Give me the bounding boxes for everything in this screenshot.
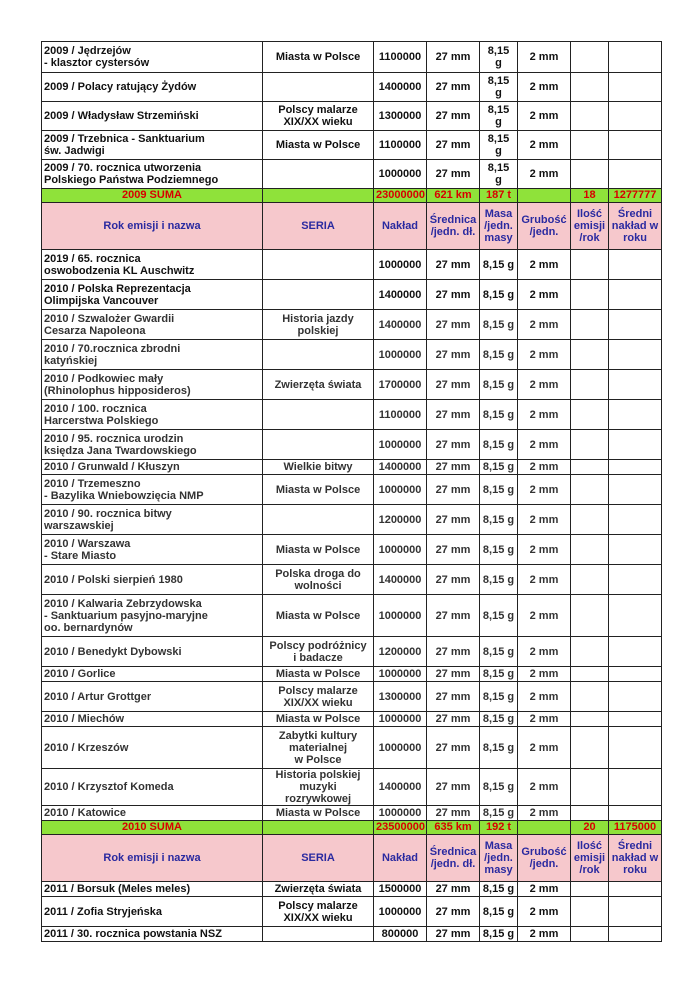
coin-name: 2010 / Artur Grottger [42,682,263,712]
coin-name: 2010 / Kalwaria Zebrzydowska - Sanktuarium pasyjno-maryjne oo. bernardynów [42,595,263,637]
issues-count-cell [571,505,609,535]
average-mintage-cell [609,430,662,460]
issues-count-cell [571,637,609,667]
thickness-cell: 2 mm [518,460,571,475]
thickness-cell: 2 mm [518,682,571,712]
header-name: Rok emisji i nazwa [42,203,263,250]
thickness-cell: 2 mm [518,400,571,430]
thickness-cell: 2 mm [518,806,571,821]
coin-name: 2011 / Borsuk (Meles meles) [42,882,263,897]
issues-count-cell [571,882,609,897]
average-mintage-cell [609,131,662,160]
mintage-cell: 800000 [374,927,427,942]
coin-name: 2010 / Grunwald / Kłuszyn [42,460,263,475]
mintage-cell: 1100000 [374,131,427,160]
mintage-cell: 1100000 [374,400,427,430]
series-cell: Polscy podróżnicy i badacze [263,637,374,667]
table-row [42,310,662,340]
average-mintage-cell [609,42,662,73]
coin-name: 2010 / Benedykt Dybowski [42,637,263,667]
header-average: Średni nakład w roku [609,203,662,250]
diameter-cell: 27 mm [427,42,480,73]
average-mintage-cell [609,475,662,505]
issues-count-cell [571,682,609,712]
diameter-cell: 27 mm [427,505,480,535]
diameter-cell: 27 mm [427,897,480,927]
table-row [42,882,662,897]
header-series: SERIA [263,203,374,250]
mass-cell: 8,15 g [480,340,518,370]
average-mintage-cell [609,370,662,400]
mintage-cell: 1000000 [374,430,427,460]
coin-name: 2009 / Trzebnica - Sanktuarium św. Jadwigi [42,131,263,160]
series-cell: Miasta w Polsce [263,535,374,565]
mass-cell: 8,15 g [480,42,518,73]
header-thickness: Grubość /jedn. [518,203,571,250]
issues-count-cell [571,565,609,595]
issues-count-cell [571,927,609,942]
diameter-cell: 27 mm [427,637,480,667]
summary-mass: 187 t [480,189,518,203]
diameter-cell: 27 mm [427,102,480,131]
summary-average: 1175000 [609,821,662,835]
issues-count-cell [571,430,609,460]
mintage-cell: 1000000 [374,475,427,505]
coin-name: 2019 / 65. rocznica oswobodzenia KL Auschwitz [42,250,263,280]
thickness-cell: 2 mm [518,42,571,73]
diameter-cell: 27 mm [427,882,480,897]
diameter-cell: 27 mm [427,595,480,637]
header-issues: Ilość emisji /rok [571,835,609,882]
diameter-cell: 27 mm [427,430,480,460]
header-thickness: Grubość /jedn. [518,835,571,882]
diameter-cell: 27 mm [427,535,480,565]
header-series: SERIA [263,835,374,882]
mass-cell: 8,15 g [480,882,518,897]
mass-cell: 8,15 g [480,131,518,160]
issues-count-cell [571,310,609,340]
mintage-cell: 1000000 [374,340,427,370]
column-header-row [42,835,662,882]
mass-cell: 8,15 g [480,370,518,400]
mass-cell: 8,15 g [480,712,518,727]
series-cell: Polscy malarze XIX/XX wieku [263,682,374,712]
issues-count-cell [571,250,609,280]
diameter-cell: 27 mm [427,475,480,505]
series-cell [263,340,374,370]
series-cell: Historia polskiej muzyki rozrywkowej [263,769,374,806]
mintage-cell: 1000000 [374,535,427,565]
mintage-cell: 1300000 [374,682,427,712]
table-row [42,250,662,280]
table-row [42,712,662,727]
average-mintage-cell [609,727,662,769]
average-mintage-cell [609,927,662,942]
table-row [42,160,662,189]
coin-name: 2009 / 70. rocznica utworzenia Polskiego Państwa Podziemnego [42,160,263,189]
diameter-cell: 27 mm [427,727,480,769]
series-cell: Historia jazdy polskiej [263,310,374,340]
thickness-cell: 2 mm [518,769,571,806]
thickness-cell: 2 mm [518,310,571,340]
header-name: Rok emisji i nazwa [42,835,263,882]
mintage-cell: 1000000 [374,897,427,927]
average-mintage-cell [609,505,662,535]
summary-series-empty [263,189,374,203]
mass-cell: 8,15 g [480,535,518,565]
mintage-cell: 1200000 [374,505,427,535]
average-mintage-cell [609,310,662,340]
coin-name: 2009 / Władysław Strzemiński [42,102,263,131]
issues-count-cell [571,769,609,806]
issues-count-cell [571,400,609,430]
table-row [42,280,662,310]
coin-name: 2010 / Gorlice [42,667,263,682]
series-cell: Miasta w Polsce [263,475,374,505]
coin-name: 2010 / Krzeszów [42,727,263,769]
header-mintage: Nakład [374,835,427,882]
coin-name: 2010 / Polski sierpień 1980 [42,565,263,595]
series-cell: Miasta w Polsce [263,595,374,637]
average-mintage-cell [609,535,662,565]
mass-cell: 8,15 g [480,682,518,712]
year-summary-row [42,821,662,835]
coin-name: 2010 / Podkowiec mały (Rhinolophus hipposideros) [42,370,263,400]
series-cell: Zwierzęta świata [263,882,374,897]
average-mintage-cell [609,769,662,806]
thickness-cell: 2 mm [518,727,571,769]
series-cell [263,927,374,942]
table-row [42,505,662,535]
average-mintage-cell [609,595,662,637]
issues-count-cell [571,595,609,637]
diameter-cell: 27 mm [427,280,480,310]
mintage-cell: 1000000 [374,727,427,769]
diameter-cell: 27 mm [427,310,480,340]
summary-label: 2009 SUMA [42,189,263,203]
mass-cell: 8,15 g [480,430,518,460]
thickness-cell: 2 mm [518,250,571,280]
issues-count-cell [571,667,609,682]
thickness-cell: 2 mm [518,712,571,727]
thickness-cell: 2 mm [518,475,571,505]
diameter-cell: 27 mm [427,682,480,712]
diameter-cell: 27 mm [427,667,480,682]
mass-cell: 8,15 g [480,927,518,942]
average-mintage-cell [609,102,662,131]
series-cell: Miasta w Polsce [263,712,374,727]
diameter-cell: 27 mm [427,565,480,595]
diameter-cell: 27 mm [427,340,480,370]
table-row [42,42,662,73]
summary-thickness-empty [518,189,571,203]
summary-mintage: 23500000 [374,821,427,835]
series-cell: Polscy malarze XIX/XX wieku [263,102,374,131]
mass-cell: 8,15 g [480,280,518,310]
thickness-cell: 2 mm [518,102,571,131]
average-mintage-cell [609,682,662,712]
table-row [42,430,662,460]
series-cell: Miasta w Polsce [263,42,374,73]
mintage-cell: 1400000 [374,310,427,340]
mass-cell: 8,15 g [480,565,518,595]
series-cell [263,505,374,535]
average-mintage-cell [609,250,662,280]
series-cell [263,430,374,460]
table-row [42,460,662,475]
diameter-cell: 27 mm [427,400,480,430]
table-row [42,340,662,370]
mass-cell: 8,15 g [480,460,518,475]
issues-count-cell [571,727,609,769]
average-mintage-cell [609,882,662,897]
coin-name: 2010 / Szwalożer Gwardii Cesarza Napoleona [42,310,263,340]
mass-cell: 8,15 g [480,400,518,430]
average-mintage-cell [609,667,662,682]
thickness-cell: 2 mm [518,160,571,189]
coin-name: 2011 / 30. rocznica powstania NSZ [42,927,263,942]
summary-issues-count: 20 [571,821,609,835]
table-row [42,727,662,769]
table-row [42,475,662,505]
mass-cell: 8,15 g [480,250,518,280]
diameter-cell: 27 mm [427,927,480,942]
header-issues: Ilość emisji /rok [571,203,609,250]
diameter-cell: 27 mm [427,160,480,189]
mintage-cell: 1400000 [374,769,427,806]
average-mintage-cell [609,565,662,595]
mass-cell: 8,15 g [480,897,518,927]
summary-issues-count: 18 [571,189,609,203]
issues-count-cell [571,73,609,102]
header-mass: Masa /jedn. masy [480,835,518,882]
coin-table-page [41,41,661,942]
thickness-cell: 2 mm [518,565,571,595]
mass-cell: 8,15 g [480,102,518,131]
average-mintage-cell [609,460,662,475]
mintage-cell: 1400000 [374,565,427,595]
average-mintage-cell [609,637,662,667]
average-mintage-cell [609,400,662,430]
coin-name: 2009 / Polacy ratujący Żydów [42,73,263,102]
series-cell [263,73,374,102]
summary-average: 1277777 [609,189,662,203]
thickness-cell: 2 mm [518,370,571,400]
table-row [42,102,662,131]
thickness-cell: 2 mm [518,430,571,460]
coin-name: 2010 / Trzemeszno - Bazylika Wniebowzięcia NMP [42,475,263,505]
mintage-cell: 1000000 [374,250,427,280]
series-cell: Polscy malarze XIX/XX wieku [263,897,374,927]
coin-name: 2010 / 95. rocznica urodzin księdza Jana Twardowskiego [42,430,263,460]
issues-count-cell [571,460,609,475]
coin-name: 2011 / Zofia Stryjeńska [42,897,263,927]
average-mintage-cell [609,897,662,927]
thickness-cell: 2 mm [518,131,571,160]
mass-cell: 8,15 g [480,73,518,102]
series-cell [263,160,374,189]
coin-issues-table [41,41,662,942]
issues-count-cell [571,806,609,821]
mintage-cell: 1000000 [374,595,427,637]
mintage-cell: 1700000 [374,370,427,400]
summary-diameter: 621 km [427,189,480,203]
table-row [42,73,662,102]
summary-mintage: 23000000 [374,189,427,203]
series-cell [263,280,374,310]
coin-name: 2010 / 100. rocznica Harcerstwa Polskiego [42,400,263,430]
coin-name: 2010 / Miechów [42,712,263,727]
thickness-cell: 2 mm [518,280,571,310]
coin-name: 2010 / Warszawa - Stare Miasto [42,535,263,565]
issues-count-cell [571,370,609,400]
summary-diameter: 635 km [427,821,480,835]
average-mintage-cell [609,340,662,370]
table-row [42,806,662,821]
table-row [42,927,662,942]
mintage-cell: 1000000 [374,667,427,682]
mass-cell: 8,15 g [480,667,518,682]
table-row [42,370,662,400]
mintage-cell: 1200000 [374,637,427,667]
average-mintage-cell [609,280,662,310]
mass-cell: 8,15 g [480,637,518,667]
diameter-cell: 27 mm [427,712,480,727]
diameter-cell: 27 mm [427,250,480,280]
thickness-cell: 2 mm [518,927,571,942]
header-mass: Masa /jedn. masy [480,203,518,250]
diameter-cell: 27 mm [427,769,480,806]
issues-count-cell [571,131,609,160]
average-mintage-cell [609,73,662,102]
issues-count-cell [571,160,609,189]
thickness-cell: 2 mm [518,340,571,370]
mass-cell: 8,15 g [480,727,518,769]
issues-count-cell [571,535,609,565]
mass-cell: 8,15 g [480,310,518,340]
mintage-cell: 1400000 [374,73,427,102]
table-row [42,535,662,565]
mintage-cell: 1300000 [374,102,427,131]
summary-series-empty [263,821,374,835]
thickness-cell: 2 mm [518,535,571,565]
summary-mass: 192 t [480,821,518,835]
series-cell: Zabytki kultury materialnej w Polsce [263,727,374,769]
thickness-cell: 2 mm [518,595,571,637]
diameter-cell: 27 mm [427,73,480,102]
table-row [42,565,662,595]
mintage-cell: 1000000 [374,806,427,821]
table-row [42,667,662,682]
coin-name: 2010 / 70.rocznica zbrodni katyńskiej [42,340,263,370]
diameter-cell: 27 mm [427,460,480,475]
coin-name: 2010 / Polska Reprezentacja Olimpijska Vancouver [42,280,263,310]
series-cell: Wielkie bitwy [263,460,374,475]
summary-thickness-empty [518,821,571,835]
diameter-cell: 27 mm [427,131,480,160]
series-cell [263,250,374,280]
mintage-cell: 1400000 [374,460,427,475]
mass-cell: 8,15 g [480,769,518,806]
issues-count-cell [571,475,609,505]
header-diameter: Średnica /jedn. dł. [427,835,480,882]
thickness-cell: 2 mm [518,882,571,897]
series-cell: Polska droga do wolności [263,565,374,595]
thickness-cell: 2 mm [518,667,571,682]
mass-cell: 8,15 g [480,505,518,535]
mass-cell: 8,15 g [480,595,518,637]
series-cell: Zwierzęta świata [263,370,374,400]
issues-count-cell [571,712,609,727]
summary-label: 2010 SUMA [42,821,263,835]
thickness-cell: 2 mm [518,505,571,535]
table-row [42,682,662,712]
mintage-cell: 1000000 [374,160,427,189]
table-row [42,637,662,667]
table-row [42,131,662,160]
average-mintage-cell [609,712,662,727]
thickness-cell: 2 mm [518,637,571,667]
issues-count-cell [571,102,609,131]
thickness-cell: 2 mm [518,73,571,102]
coin-name: 2010 / Katowice [42,806,263,821]
mintage-cell: 1400000 [374,280,427,310]
issues-count-cell [571,340,609,370]
coin-name: 2010 / 90. rocznica bitwy warszawskiej [42,505,263,535]
table-row [42,595,662,637]
average-mintage-cell [609,160,662,189]
mintage-cell: 1500000 [374,882,427,897]
diameter-cell: 27 mm [427,370,480,400]
mintage-cell: 1000000 [374,712,427,727]
mass-cell: 8,15 g [480,160,518,189]
header-average: Średni nakład w roku [609,835,662,882]
table-row [42,769,662,806]
issues-count-cell [571,280,609,310]
series-cell: Miasta w Polsce [263,806,374,821]
issues-count-cell [571,42,609,73]
table-row [42,897,662,927]
thickness-cell: 2 mm [518,897,571,927]
series-cell: Miasta w Polsce [263,131,374,160]
coin-name: 2010 / Krzysztof Komeda [42,769,263,806]
header-mintage: Nakład [374,203,427,250]
series-cell: Miasta w Polsce [263,667,374,682]
coin-name: 2009 / Jędrzejów - klasztor cystersów [42,42,263,73]
series-cell [263,400,374,430]
mass-cell: 8,15 g [480,475,518,505]
year-summary-row [42,189,662,203]
mintage-cell: 1100000 [374,42,427,73]
diameter-cell: 27 mm [427,806,480,821]
issues-count-cell [571,897,609,927]
header-diameter: Średnica /jedn. dł. [427,203,480,250]
column-header-row [42,203,662,250]
table-row [42,400,662,430]
mass-cell: 8,15 g [480,806,518,821]
average-mintage-cell [609,806,662,821]
